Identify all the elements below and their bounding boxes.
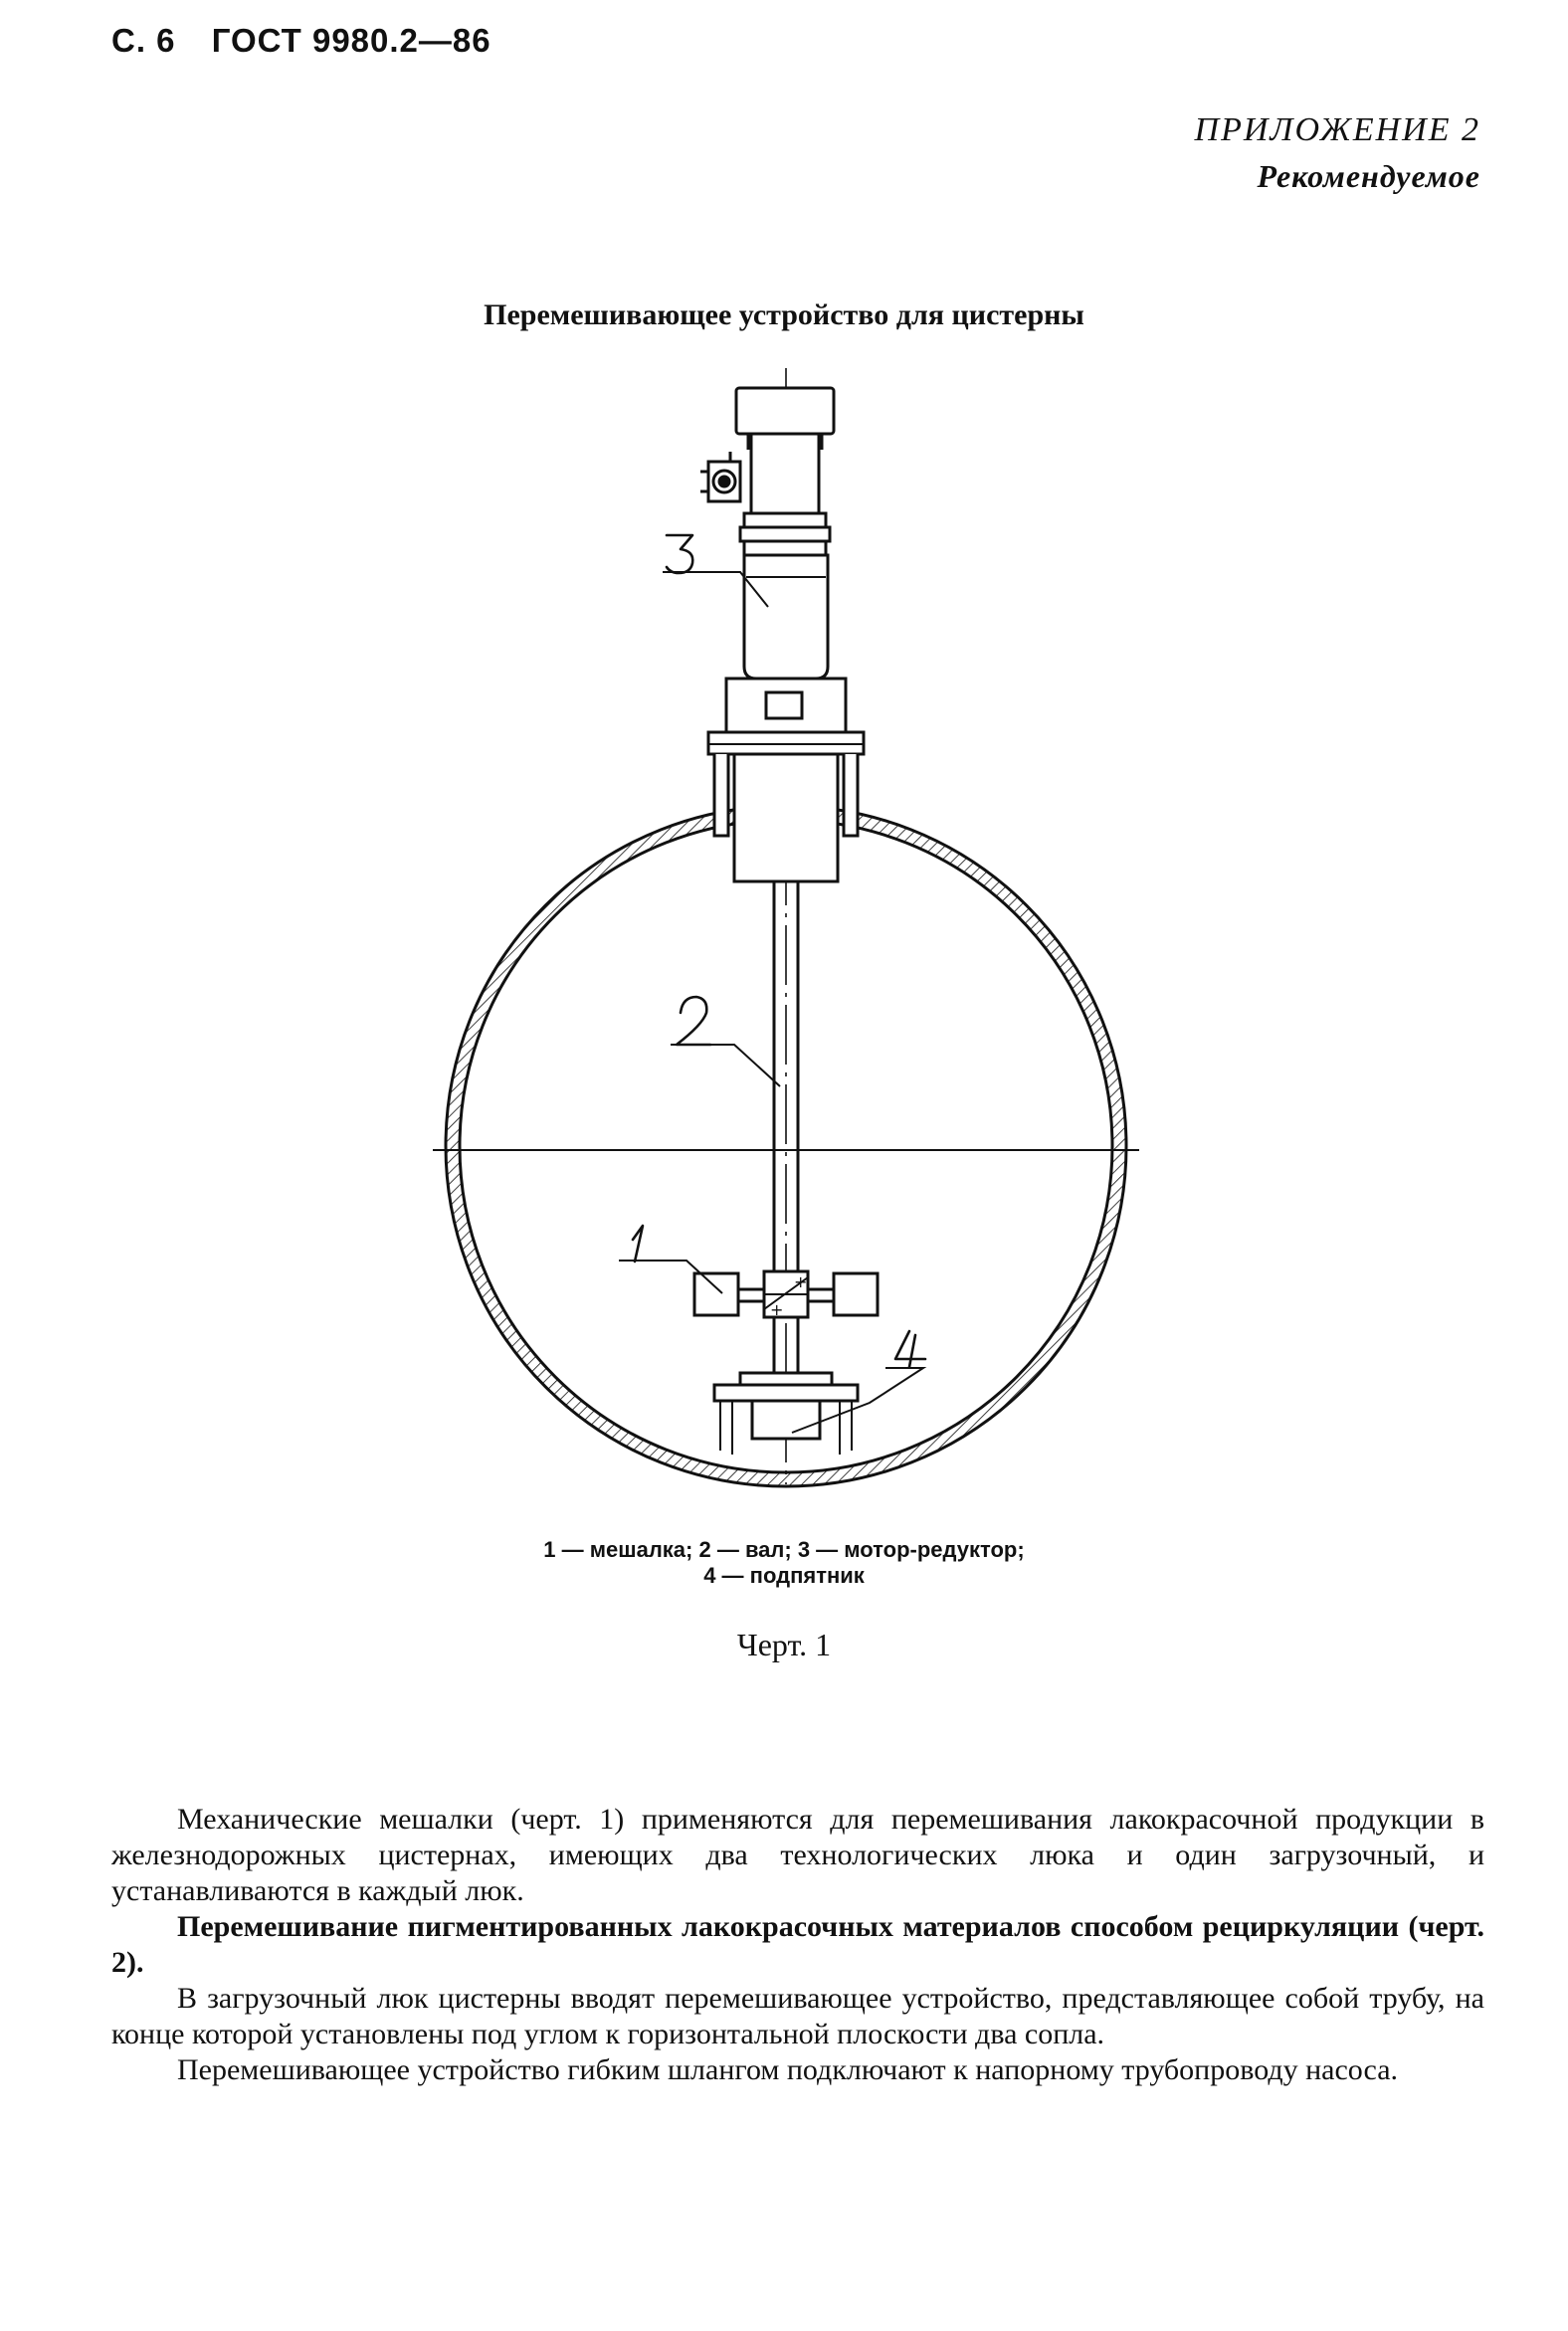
mixing-device-drawing [398, 368, 1174, 1502]
caption-line-2: 4 — подпятник [703, 1563, 865, 1588]
page-header [111, 22, 517, 60]
paragraph-4 [111, 2052, 1484, 2088]
page-number: С. 6 [111, 22, 176, 59]
figure-label: Черт. 1 [736, 1627, 832, 1662]
body-text [111, 1766, 1484, 2088]
sleeve [734, 754, 838, 881]
motor-cap [736, 388, 834, 434]
bearing-top [740, 1373, 832, 1385]
svg-text:+: + [770, 1300, 784, 1319]
appendix-title: ПРИЛОЖЕНИЕ 2 [1194, 111, 1480, 148]
standard-number: ГОСТ 9980.2—86 [211, 22, 491, 59]
figure-caption [0, 1537, 1568, 1589]
agitator-paddle-right [834, 1273, 878, 1315]
gear-reducer [744, 555, 828, 679]
paragraph-2-text: Перемешивание пигментированных лакокрасочных материалов способом рециркуляции (черт. 2). [111, 1910, 1484, 1979]
motor-body [751, 434, 819, 513]
callout-3-glyph [667, 535, 692, 573]
hatch-neck [714, 754, 728, 836]
paragraph-3 [111, 1981, 1484, 2052]
svg-text:+: + [794, 1272, 808, 1291]
paragraph-4-text: Перемешивающее устройство гибким шлангом подключают к напорному трубопроводу насоса. [177, 2053, 1399, 2086]
caption-line-1: 1 — мешалка; 2 — вал; 3 — мотор-редуктор; [543, 1537, 1025, 1562]
paragraph-1-text: Механические мешалки (черт. 1) применяются для перемешивания лакокрасочной продукции в железнодорожных цистернах, имеющих два технологических люка и один загрузочный, и устанавливаются в каждый люк. [111, 1803, 1484, 1907]
paragraph-3-text: В загрузочный люк цистерны вводят перемешивающее устройство, представляющее собой трубу, на конце которой установлены под углом к горизонтальной плоскости два сопла. [111, 1982, 1484, 2050]
bearing-housing [752, 1401, 820, 1439]
appendix-subtitle: Рекомендуемое [1257, 158, 1480, 194]
paragraph-1 [111, 1802, 1484, 1909]
appendix-block [1195, 107, 1480, 199]
figure-title: Перемешивающее устройство для цистерны [484, 298, 1084, 331]
bearing-plate [714, 1385, 858, 1401]
paragraph-2 [111, 1909, 1484, 1981]
agitator-paddle-left [694, 1273, 738, 1315]
